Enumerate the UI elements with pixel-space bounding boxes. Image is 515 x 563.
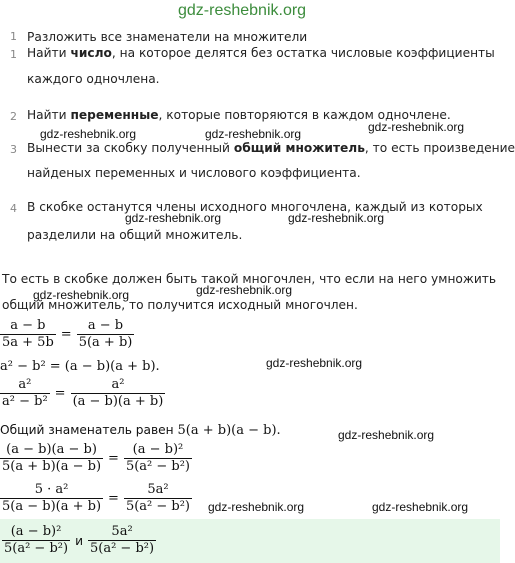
watermark: gdz-reshebnik.org — [266, 356, 363, 370]
watermark: gdz-reshebnik.org — [205, 127, 302, 141]
step-number: 2 — [10, 110, 17, 123]
watermark: gdz-reshebnik.org — [33, 288, 130, 302]
step-text: В скобке останутся члены исходного многочлена, каждый из которых — [27, 200, 483, 214]
step-text: Найти переменные, которые повторяются в каждом одночлене. — [27, 108, 451, 122]
watermark: gdz-reshebnik.org — [338, 428, 435, 442]
watermark: gdz-reshebnik.org — [208, 500, 305, 514]
watermark-top: gdz-reshebnik.org — [178, 2, 307, 19]
watermark: gdz-reshebnik.org — [40, 127, 137, 141]
equation-fraction-simplify: $\frac{a - b}{5a + 5b}$ = $\frac{a - b}{5(a + b)}$ — [2, 318, 133, 350]
equation-first-fraction: $\frac{(a - b)(a - b)}{5(a + b)(a - b)}$ = $\frac{\text{(a − b)²}}{\text{5(a² − b²)}}$ — [2, 442, 191, 474]
explanation-line: общий множитель, то получится исходный многочлен. — [2, 298, 358, 312]
watermark: gdz-reshebnik.org — [125, 211, 222, 225]
fraction: $\frac{\text{a²}}{(a - b)(a + b)}$ — [72, 377, 164, 409]
step-text-line2: каждого одночлена. — [27, 72, 160, 86]
watermark: gdz-reshebnik.org — [288, 211, 385, 225]
step-text-line2: разделили на общий множитель. — [27, 228, 243, 242]
equation-second-fraction: $\frac{\text{5 · a²}}{5(a - b)(a + b)}$ = $\frac{\text{5a²}}{\text{5(a² − b²)}}$ — [2, 482, 191, 514]
fraction: $\frac{a - b}{5a + 5b}$ — [2, 318, 54, 350]
step-number: 1 — [10, 30, 17, 43]
fraction: $\frac{\text{5 · a²}}{5(a - b)(a + b)}$ — [2, 482, 102, 514]
explanation-line: То есть в скобке должен быть такой многочлен, что если на него умножить — [2, 272, 497, 286]
fraction: $\frac{\text{5a²}}{\text{5(a² − b²)}}$ — [90, 524, 155, 556]
answer-fractions: $\frac{\text{(a − b)²}}{\text{5(a² − b²)}}$ и $\frac{\text{5a²}}{\text{5(a² − b²)}}$ — [4, 524, 155, 556]
equation-difference-of-squares: a² − b² = (a − b)(a + b). — [0, 359, 160, 374]
step-text: Найти число, на которое делятся без остатка числовые коэффициенты — [27, 46, 495, 60]
watermark: gdz-reshebnik.org — [372, 500, 469, 514]
fraction: $\frac{\text{5a²}}{\text{5(a² − b²)}}$ — [125, 482, 191, 514]
step-number: 1 — [10, 48, 17, 61]
fraction: $\frac{\text{(a − b)²}}{\text{5(a² − b²)}}$ — [4, 524, 69, 556]
fraction: $\frac{\text{(a − b)²}}{\text{5(a² − b²)}}$ — [125, 442, 191, 474]
fraction: $\frac{a - b}{5(a + b)}$ — [78, 318, 133, 350]
step-text-line2: найденых переменных и числового коэффициента. — [27, 166, 361, 180]
common-denominator-line: Общий знаменатель равен 5(a + b)(a − b). — [0, 423, 281, 438]
step-text-cut: Разложить все знаменатели на множители — [27, 30, 308, 44]
step-number: 3 — [10, 143, 17, 156]
step-number: 4 — [10, 202, 17, 215]
fraction: $\frac{(a - b)(a - b)}{5(a + b)(a - b)}$ — [2, 442, 102, 474]
watermark: gdz-reshebnik.org — [368, 120, 465, 134]
equation-fraction-factor: $\frac{\text{a²}}{\text{a² − b²}}$ = $\frac{\text{a²}}{(a - b)(a + b)}$ — [2, 377, 164, 409]
watermark: gdz-reshebnik.org — [196, 283, 293, 297]
step-text: Вынести за скобку полученный общий множитель, то есть произведение — [27, 141, 515, 155]
fraction: $\frac{\text{a²}}{\text{a² − b²}}$ — [2, 377, 48, 409]
